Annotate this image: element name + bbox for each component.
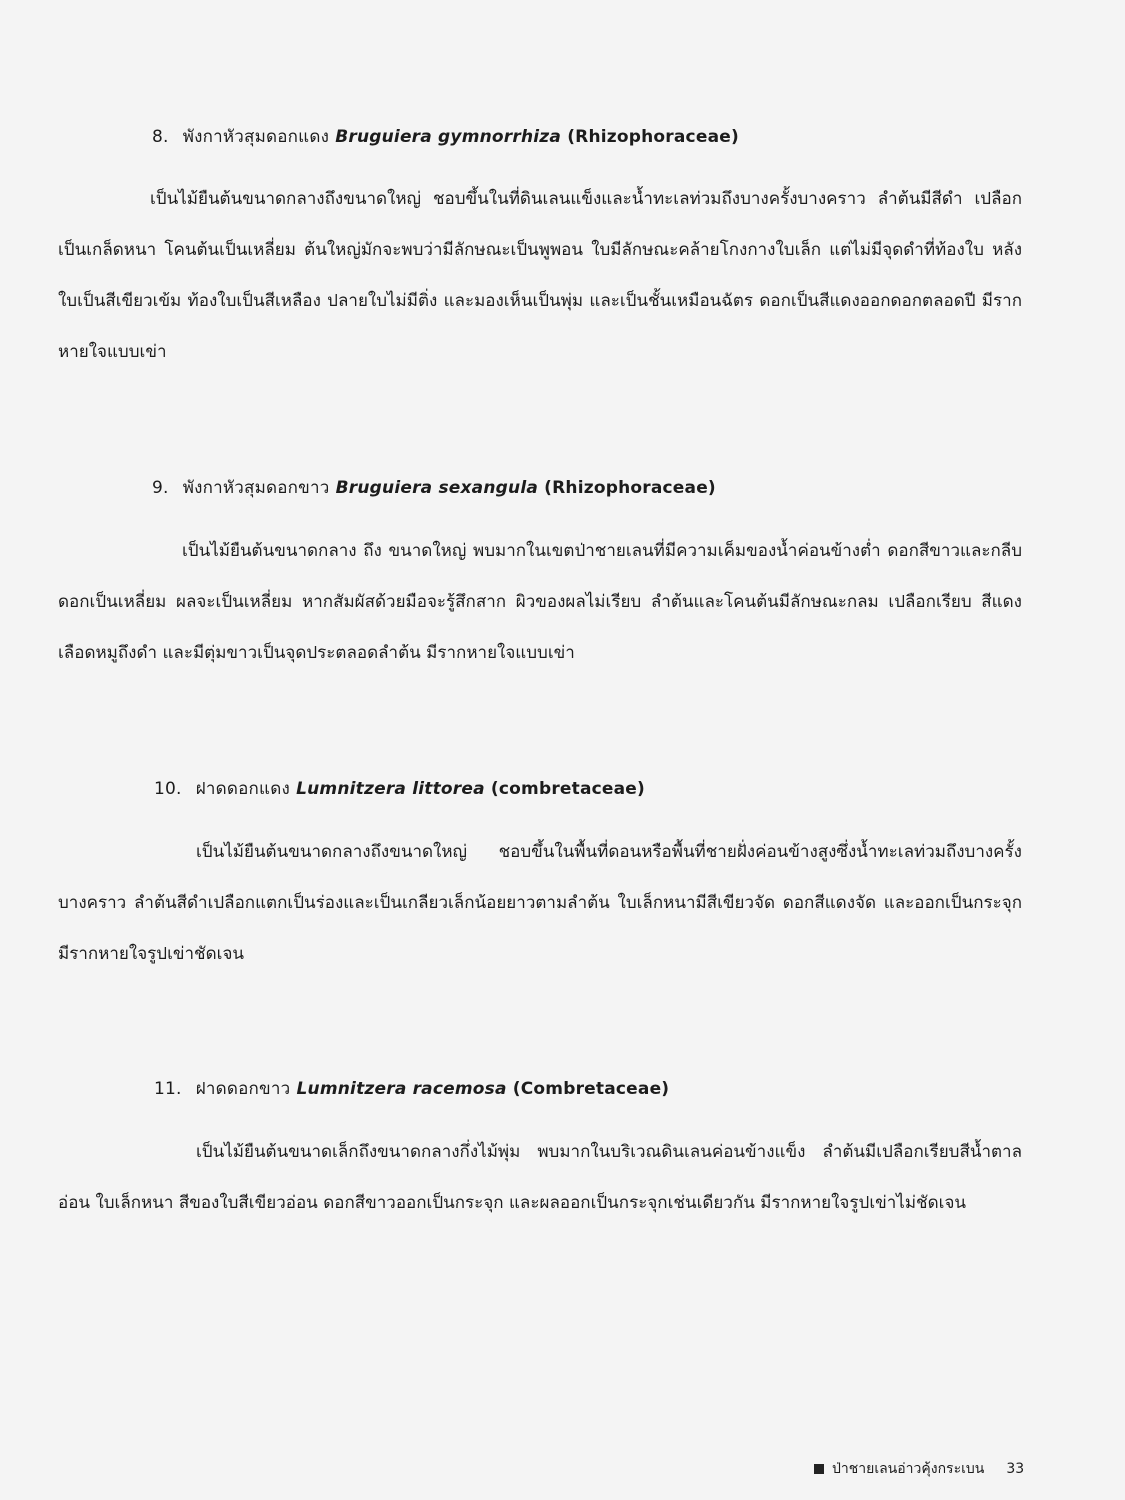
scientific-name: Lumnitzera littorea bbox=[296, 779, 485, 799]
family-name: (Rhizophoraceae) bbox=[544, 478, 716, 498]
thai-name: พังกาหัวสุมดอกขาว bbox=[182, 478, 330, 498]
thai-name: พังกาหัวสุมดอกแดง bbox=[182, 127, 330, 147]
book-title: ป่าชายเลนอ่าวคุ้งกระเบน bbox=[832, 1461, 985, 1477]
entry-number: 9. bbox=[152, 478, 169, 498]
family-name: (Combretaceae) bbox=[512, 1079, 670, 1099]
thai-name: ฝาดดอกขาว bbox=[195, 1079, 291, 1099]
page-number: 33 bbox=[1006, 1461, 1025, 1477]
entry-description: เป็นไม้ยืนต้นขนาดกลาง ถึง ขนาดใหญ่ พบมากในเขตป่าชายเลนที่มีความเค็มของน้ำค่อนข้างต่ำ ดอกสีขาวและกลีบดอกเป็นเหลี่ยม ผลจะเป็นเหลี่ยม หากสัมผัสด้วยมือจะรู้สึกสาก ผิวของผลไม่เรียบ ลำต้นและโคนต้นมีลักษณะกลม เปลือกเรียบ สีแดงเลือดหมูถึงดำ และมีตุ่มขาวเป็นจุดประตลอดลำต้น มีรากหายใจแบบเข่า bbox=[58, 541, 1022, 663]
entry-description: เป็นไม้ยืนต้นขนาดเล็กถึงขนาดกลางกึ่งไม้พุ่ม พบมากในบริเวณดินเลนค่อนข้างแข็ง ลำต้นมีเปลือกเรียบสีน้ำตาลอ่อน ใบเล็กหนา สีของใบสีเขียวอ่อน ดอกสีขาวออกเป็นกระจุก และผลออกเป็นกระจุกเช่นเดียวกัน มีรากหายใจรูปเข่าไม่ชัดเจน bbox=[58, 1142, 1022, 1213]
entry-number: 8. bbox=[152, 127, 169, 147]
scientific-name: Bruguiera sexangula bbox=[335, 478, 539, 498]
family-name: (Rhizophoraceae) bbox=[567, 127, 739, 147]
entry-heading bbox=[152, 474, 716, 501]
family-name: (combretaceae) bbox=[490, 779, 646, 799]
entry-number: 10. bbox=[154, 779, 182, 799]
thai-name: ฝาดดอกแดง bbox=[195, 779, 290, 799]
scientific-name: Bruguiera gymnorrhiza bbox=[335, 127, 562, 147]
page-footer bbox=[814, 1458, 1024, 1480]
square-bullet-icon bbox=[814, 1464, 824, 1474]
entry-description: เป็นไม้ยืนต้นขนาดกลางถึงขนาดใหญ่ ชอบขึ้นในที่ดินเลนแข็งและน้ำทะเลท่วมถึงบางครั้งบางคราว ลำต้นมีสีดำ เปลือกเป็นเกล็ดหนา โคนต้นเป็นเหลี่ยม ต้นใหญ่มักจะพบว่ามีลักษณะเป็นพูพอน ใบมีลักษณะคล้ายโกงกางใบเล็ก แต่ไม่มีจุดดำที่ท้องใบ หลังใบเป็นสีเขียวเข้ม ท้องใบเป็นสีเหลือง ปลายใบไม่มีติ่ง และมองเห็นเป็นพุ่ม และเป็นชั้นเหมือนฉัตร ดอกเป็นสีแดงออกดอกตลอดปี มีรากหายใจแบบเข่า bbox=[58, 189, 1022, 362]
entry-heading bbox=[152, 123, 739, 150]
entry-description: เป็นไม้ยืนต้นขนาดกลางถึงขนาดใหญ่ ชอบขึ้นในพื้นที่ดอนหรือพื้นที่ชายฝั่งค่อนข้างสูงซึ่งน้ำทะเลท่วมถึงบางครั้งบางคราว ลำต้นสีดำเปลือกแตกเป็นร่องและเป็นเกลียวเล็กน้อยยาวตามลำต้น ใบเล็กหนามีสีเขียวจัด ดอกสีแดงจัด และออกเป็นกระจุกมีรากหายใจรูปเข่าชัดเจน bbox=[58, 842, 1022, 964]
entry-heading bbox=[154, 1075, 669, 1102]
entry-number: 11. bbox=[154, 1079, 182, 1099]
scientific-name: Lumnitzera racemosa bbox=[296, 1079, 507, 1099]
entry-heading bbox=[154, 775, 645, 802]
